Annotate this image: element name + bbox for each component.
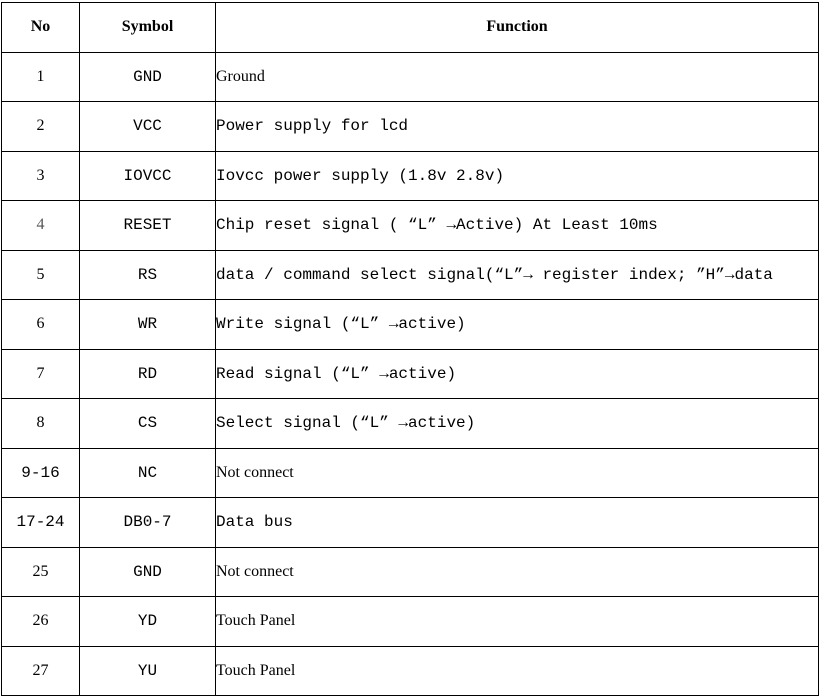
pin-function: Ground	[216, 52, 819, 102]
pin-function: Write signal (“L” →active)	[216, 300, 819, 350]
table-row	[2, 597, 819, 647]
pin-function: Power supply for lcd	[216, 102, 819, 152]
pin-symbol: NC	[80, 448, 216, 498]
table-row	[2, 448, 819, 498]
pin-number: 3	[2, 151, 80, 201]
pin-symbol: RS	[80, 250, 216, 300]
table-row	[2, 52, 819, 102]
header-no: No	[2, 3, 80, 53]
pin-symbol: RD	[80, 349, 216, 399]
pin-number: 26	[2, 597, 80, 647]
table-row	[2, 547, 819, 597]
pin-function: Read signal (“L” →active)	[216, 349, 819, 399]
table-row	[2, 646, 819, 696]
table-row	[2, 151, 819, 201]
pin-number: 2	[2, 102, 80, 152]
header-function: Function	[216, 3, 819, 53]
header-row	[2, 3, 819, 53]
pin-symbol: GND	[80, 52, 216, 102]
pin-function: data / command select signal(“L”→ register index; ”H”→data	[216, 250, 819, 300]
pin-number: 25	[2, 547, 80, 597]
pin-number: 17-24	[2, 498, 80, 548]
table-header	[2, 3, 819, 53]
pin-number: 1	[2, 52, 80, 102]
pin-function: Not connect	[216, 448, 819, 498]
pin-function: Touch Panel	[216, 597, 819, 647]
table-body	[2, 52, 819, 696]
pin-number: 27	[2, 646, 80, 696]
pin-symbol: DB0-7	[80, 498, 216, 548]
pin-function: Select signal (“L” →active)	[216, 399, 819, 449]
pin-symbol: RESET	[80, 201, 216, 251]
pin-symbol: YD	[80, 597, 216, 647]
pin-number: 6	[2, 300, 80, 350]
pin-number: 5	[2, 250, 80, 300]
pin-symbol: IOVCC	[80, 151, 216, 201]
pin-function: Chip reset signal ( “L” →Active) At Least 10ms	[216, 201, 819, 251]
header-symbol: Symbol	[80, 3, 216, 53]
pin-function: Touch Panel	[216, 646, 819, 696]
pin-symbol: VCC	[80, 102, 216, 152]
table-row	[2, 300, 819, 350]
pin-number: 7	[2, 349, 80, 399]
pin-symbol: WR	[80, 300, 216, 350]
table-row	[2, 102, 819, 152]
pin-function: Iovcc power supply (1.8v 2.8v)	[216, 151, 819, 201]
pin-function: Data bus	[216, 498, 819, 548]
pin-symbol: CS	[80, 399, 216, 449]
table-row	[2, 498, 819, 548]
pin-symbol: YU	[80, 646, 216, 696]
table-row	[2, 399, 819, 449]
table-row	[2, 201, 819, 251]
pin-number: 4	[2, 201, 80, 251]
table-row	[2, 349, 819, 399]
pin-number: 8	[2, 399, 80, 449]
pin-number: 9-16	[2, 448, 80, 498]
table-row	[2, 250, 819, 300]
pin-function-table	[1, 2, 819, 696]
pin-function: Not connect	[216, 547, 819, 597]
pin-symbol: GND	[80, 547, 216, 597]
